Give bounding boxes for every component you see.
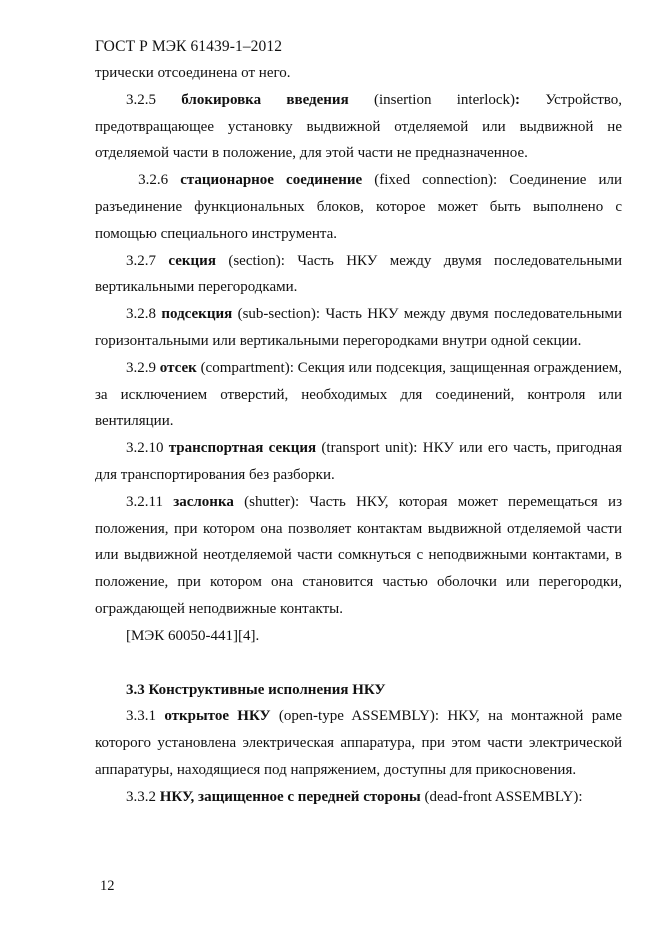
clause-english-term: (dead-front ASSEMBLY): — [424, 788, 583, 805]
clause-number: 3.2.10 — [126, 440, 164, 457]
clause-term: транспортная секция — [168, 440, 317, 457]
clause-english-term: (open-type ASSEMBLY): — [278, 708, 440, 725]
clause-english-term: (fixed connection): — [374, 172, 498, 189]
clause-definition: Секция или подсекция, защищенная ограждением, за исключением отверстий, необходимых для соединений, контроля или вентиляции. — [95, 359, 622, 430]
clause-number: 3.2.9 — [126, 359, 156, 376]
clause-definition: НКУ или его часть, пригодная для транспортирования без разборки. — [95, 440, 622, 483]
clause-english-term: (sub-section): — [237, 306, 321, 323]
clause-3-2-9 — [95, 355, 622, 435]
clause-3-3-1 — [95, 703, 622, 783]
clause-term: подсекция — [161, 306, 233, 323]
standard-header: ГОСТ Р МЭК 61439-1–2012 — [95, 38, 283, 55]
clause-3-2-5 — [95, 87, 622, 167]
clause-number: 3.3.1 — [126, 708, 156, 725]
clause-3-2-10 — [95, 435, 622, 489]
clause-term: открытое НКУ — [164, 708, 271, 725]
clause-definition: НКУ, на монтажной раме которого установлена электрическая аппаратура, при этом части электрической аппаратуры, находящиеся под напряжением, доступны для прикосновения. — [95, 708, 623, 778]
reference-citation: [МЭК 60050-441][4]. — [126, 627, 260, 644]
continuation-line: трически отсоединена от него. — [95, 65, 291, 81]
clause-definition: Соединение или разъединение функциональных блоков, которое может быть выполнено с помощью специального инструмента. — [95, 172, 623, 242]
clause-english-term: (compartment): — [200, 359, 294, 376]
clause-definition: Часть НКУ, которая может перемещаться из положения, при котором она позволяет контактам выдвижной отделяемой части или выдвижной неотделяемой части сомкнуться с неподвижными контактами, в положение, при котором она становится частью оболочки или перегородки, ограждающей неподвижные контакты. — [95, 493, 622, 617]
clause-term: секция — [168, 252, 216, 269]
clause-english-term: (section): — [228, 252, 285, 269]
clause-english-term: (insertion interlock) — [373, 91, 516, 108]
clause-3-2-8 — [95, 301, 622, 355]
clause-term: блокировка введения — [181, 91, 349, 108]
clause-term: заслонка — [173, 493, 234, 510]
clause-english-term: (shutter): — [244, 493, 300, 510]
clause-term: НКУ, защищенное с передней стороны — [159, 788, 421, 805]
clause-3-3-2 — [95, 784, 622, 811]
clause-definition: Устройство, предотвращающее установку выдвижной отделяемой или выдвижной не отделяемой части в положение, для этой части не предназначенное. — [95, 91, 623, 162]
clause-number: 3.2.8 — [126, 306, 156, 323]
clause-number: 3.3.2 — [126, 788, 156, 805]
clause-number: 3.2.7 — [126, 252, 156, 269]
clause-number: 3.2.5 — [126, 91, 156, 108]
section-spacer — [95, 650, 622, 677]
clause-3-2-11 — [95, 489, 622, 623]
clause-term: отсек — [159, 359, 197, 376]
clause-number: 3.2.11 — [126, 493, 163, 510]
document-body — [95, 60, 622, 811]
clause-3-2-7 — [95, 248, 622, 302]
section-heading: 3.3 Конструктивные исполнения НКУ — [126, 681, 386, 698]
clause-english-term: (transport unit): — [321, 440, 418, 457]
clause-definition: Часть НКУ между двумя последовательными горизонтальными или вертикальными перегородками внутри одной секции. — [95, 306, 623, 349]
clause-3-2-6 — [95, 167, 622, 247]
clause-definition: Часть НКУ между двумя последовательными вертикальными перегородками. — [95, 252, 623, 296]
clause-colon: : — [515, 91, 521, 108]
page-number: 12 — [100, 878, 115, 894]
clause-number: 3.2.6 — [138, 172, 169, 189]
clause-term: стационарное соединение — [180, 172, 363, 189]
